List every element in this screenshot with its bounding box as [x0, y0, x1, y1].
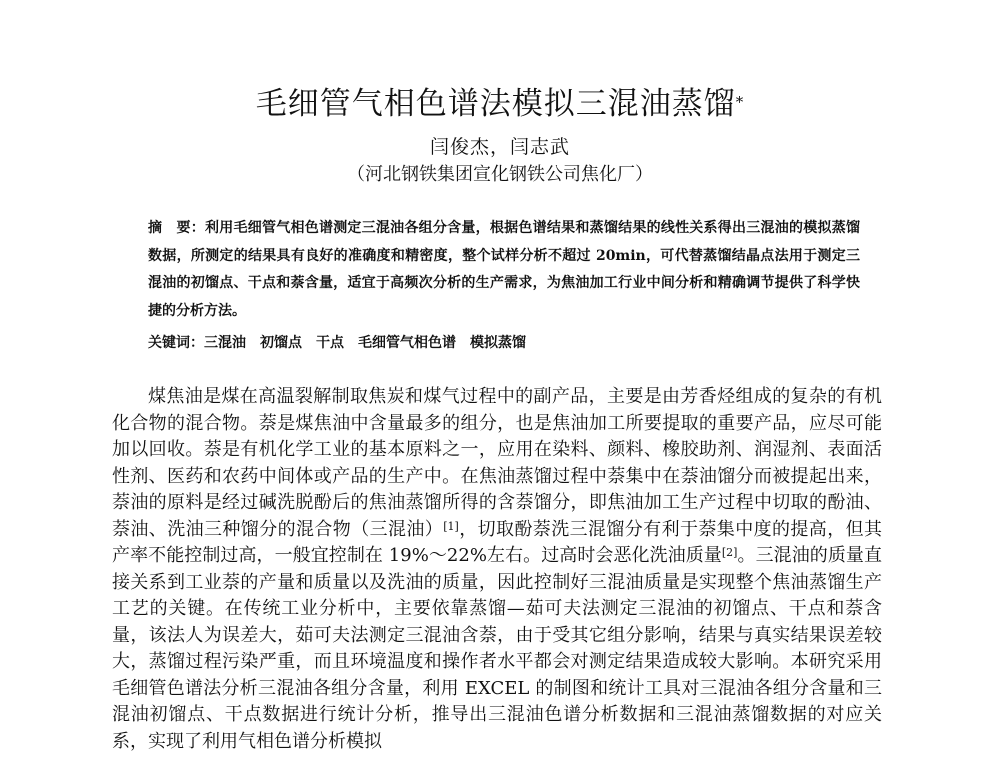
body-paragraph — [112, 384, 882, 755]
paper-authors: 闫俊杰，闫志武 — [429, 136, 570, 158]
abstract-text: 利用毛细管气相色谱测定三混油各组分含量，根据色谱结果和蒸馏结果的线性关系得出三混油的模拟蒸馏数据，所测定的结果具有良好的准确度和精密度，整个试样分析不超过 20min，可代替蒸馏结晶点法用于测定三混油的初馏点、干点和萘含量，适宜于高频次分析的生产需求，为焦油加工行业中间分析和精确调节提供了科学快捷的分析方法。 — [148, 220, 861, 319]
citation-1: [1] — [443, 519, 459, 533]
body-text-segment: 煤焦油是煤在高温裂解制取焦炭和煤气过程中的副产品，主要是由芳香烃组成的复杂的有机化合物的混合物。萘是煤焦油中含量最多的组分，也是焦油加工所要提取的重要产品，应尽可能加以回收。萘是有机化学工业的基本原料之一，应用在染料、颜料、橡胶助剂、润湿剂、表面活性剂、医药和农药中间体或产品的生产中。在焦油蒸馏过程中萘集中在萘油馏分而被提起出来，萘油的原料是经过碱洗脱酚后的焦油蒸馏所得的含萘馏分，即焦油加工生产过程中切取的酚油、萘油、洗油三种馏分的混合物（三混油） — [112, 386, 882, 540]
body-text-segment: ，切取酚萘洗三混馏分有利于萘集中度的提高，但其产率不能控制过高，一般宜控制在 19%～22%左右。过高时会恶化洗油质量 — [112, 518, 882, 566]
citation-2: [2] — [721, 546, 738, 559]
keyword-item: 干点 — [316, 335, 344, 351]
paper-affiliation: （河北钢铁集团宣化钢铁公司焦化厂） — [347, 164, 653, 185]
keywords — [148, 330, 860, 357]
paper-title — [0, 84, 1000, 124]
keyword-item: 毛细管气相色谱 — [358, 335, 456, 351]
keyword-item: 初馏点 — [260, 335, 302, 351]
abstract-label: 摘 要： — [148, 220, 205, 236]
title-text: 毛细管气相色谱法模拟三混油蒸馏 — [255, 86, 736, 122]
body-text-segment: 。三混油的质量直接关系到工业萘的产量和质量以及洗油的质量，因此控制好三混油质量是实现整个焦油蒸馏生产工艺的关键。在传统工业分析中，主要依靠蒸馏—茹可夫法测定三混油的初馏点、干点和萘含量，该法人为误差大，茹可夫法测定三混油含萘，由于受其它组分影响，结果与真实结果误差较大，蒸馏过程污染严重，而且环境温度和操作者水平都会对测定结果造成较大影响。本研究采用毛细管色谱法分析三混油各组分含量，利用 EXCEL 的制图和统计工具对三混油各组分含量和三混油初馏点、干点数据进行统计分析，推导出三混油色谱分析数据和三混油蒸馏数据的对应关系，实现了利用气相色谱分析模拟 — [112, 545, 883, 752]
keyword-item: 三混油 — [204, 335, 246, 351]
keyword-item: 模拟蒸馏 — [470, 335, 526, 351]
title-footnote-mark: * — [735, 93, 745, 111]
abstract — [148, 215, 860, 325]
keywords-label: 关键词： — [148, 335, 204, 351]
